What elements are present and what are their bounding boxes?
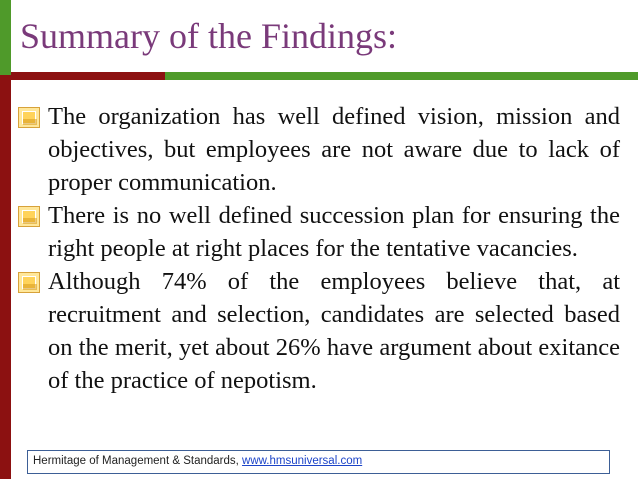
square-bullet-icon xyxy=(18,206,40,227)
footer-bar xyxy=(27,450,610,474)
bullet-text: There is no well defined succession plan for ensuring the right people at right places for the tentative vacancies. xyxy=(48,202,620,262)
bullet-item xyxy=(16,265,620,397)
title-rule-red xyxy=(11,72,165,80)
bullet-text: Although 74% of the employees believe that, at recruitment and selection, candidates are selected based on the merit, yet about 26% have argument about exitance of the practice of nepotism. xyxy=(48,268,620,394)
footer-link[interactable]: www.hmsuniversal.com xyxy=(242,455,363,467)
bullet-list xyxy=(16,100,620,397)
left-accent-bar-red xyxy=(0,75,11,479)
square-bullet-icon xyxy=(18,107,40,128)
bullet-item xyxy=(16,199,620,265)
bullet-item xyxy=(16,100,620,199)
bullet-text: The organization has well defined vision, mission and objectives, but employees are not aware due to lack of proper communication. xyxy=(48,103,620,196)
title-rule-green xyxy=(165,72,638,80)
left-accent-bar-green xyxy=(0,0,11,75)
footer-organization: Hermitage of Management & Standards, xyxy=(33,455,243,467)
square-bullet-icon xyxy=(18,272,40,293)
slide-title: Summary of the Findings: xyxy=(20,16,397,56)
